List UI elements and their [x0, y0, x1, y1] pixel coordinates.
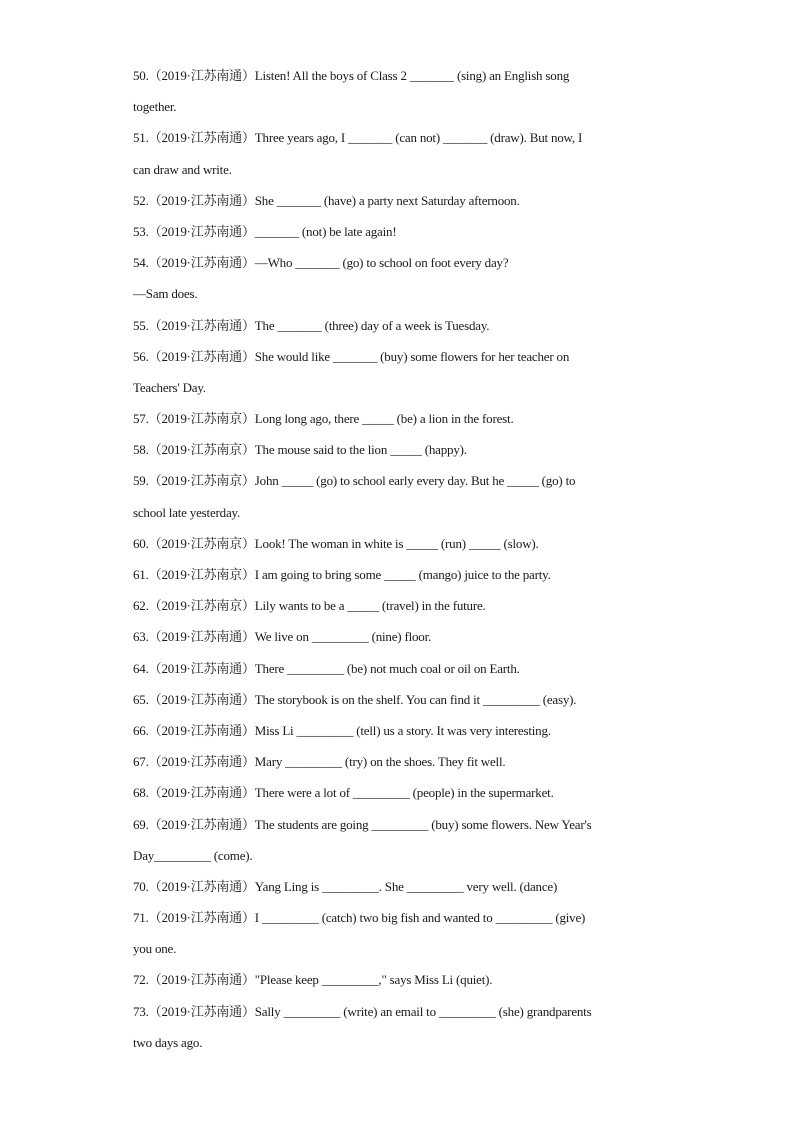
question-line: 55.（2019·江苏南通）The _______ (three) day of a week is Tuesday. [133, 317, 490, 333]
question-continuation-line: together. [133, 99, 177, 115]
question-line: 68.（2019·江苏南通）There were a lot of _________ (people) in the supermarket. [133, 785, 554, 801]
question-line: 72.（2019·江苏南通）"Please keep _________," says Miss Li (quiet). [133, 972, 493, 988]
question-line: 58.（2019·江苏南京）The mouse said to the lion _____ (happy). [133, 442, 467, 458]
question-continuation-line: Teachers' Day. [133, 379, 206, 395]
question-line: 59.（2019·江苏南京）John _____ (go) to school early every day. But he _____ (go) to [133, 473, 576, 489]
question-line: 69.（2019·江苏南通）The students are going _________ (buy) some flowers. New Year's [133, 816, 592, 832]
question-line: 52.（2019·江苏南通）She _______ (have) a party next Saturday afternoon. [133, 192, 520, 208]
question-continuation-line: can draw and write. [133, 161, 232, 177]
question-line: 66.（2019·江苏南通）Miss Li _________ (tell) us a story. It was very interesting. [133, 722, 551, 738]
question-line: 57.（2019·江苏南京）Long long ago, there _____ (be) a lion in the forest. [133, 411, 514, 427]
question-line: 53.（2019·江苏南通）_______ (not) be late again! [133, 223, 397, 239]
question-line: 65.（2019·江苏南通）The storybook is on the shelf. You can find it _________ (easy). [133, 691, 577, 707]
question-line: 51.（2019·江苏南通）Three years ago, I _______ (can not) _______ (draw). But now, I [133, 130, 583, 146]
question-line: 70.（2019·江苏南通）Yang Ling is _________. She _________ very well. (dance) [133, 878, 558, 894]
question-continuation-line: you one. [133, 941, 177, 957]
question-line: 61.（2019·江苏南京）I am going to bring some _____ (mango) juice to the party. [133, 567, 551, 582]
question-line: 71.（2019·江苏南通）I _________ (catch) two big fish and wanted to _________ (give) [133, 910, 586, 926]
question-continuation-line: —Sam does. [133, 286, 198, 302]
question-continuation-line: Day_________ (come). [133, 847, 253, 863]
exercise-list [133, 60, 693, 1058]
question-continuation-line: two days ago. [133, 1034, 203, 1050]
question-line: 67.（2019·江苏南通）Mary _________ (try) on the shoes. They fit well. [133, 754, 506, 770]
question-line: 63.（2019·江苏南通）We live on _________ (nine) floor. [133, 629, 432, 645]
question-line: 60.（2019·江苏南京）Look! The woman in white is _____ (run) _____ (slow). [133, 535, 539, 551]
question-line: 54.（2019·江苏南通）—Who _______ (go) to school on foot every day? [133, 255, 509, 271]
question-line: 73.（2019·江苏南通）Sally _________ (write) an email to _________ (she) grandparents [133, 1003, 592, 1019]
question-line: 56.（2019·江苏南通）She would like _______ (buy) some flowers for her teacher on [133, 348, 570, 364]
question-line: 64.（2019·江苏南通）There _________ (be) not much coal or oil on Earth. [133, 660, 520, 676]
question-continuation-line: school late yesterday. [133, 504, 241, 520]
question-line: 50.（2019·江苏南通）Listen! All the boys of Class 2 _______ (sing) an English song [133, 68, 570, 83]
question-line: 62.（2019·江苏南京）Lily wants to be a _____ (travel) in the future. [133, 598, 486, 614]
